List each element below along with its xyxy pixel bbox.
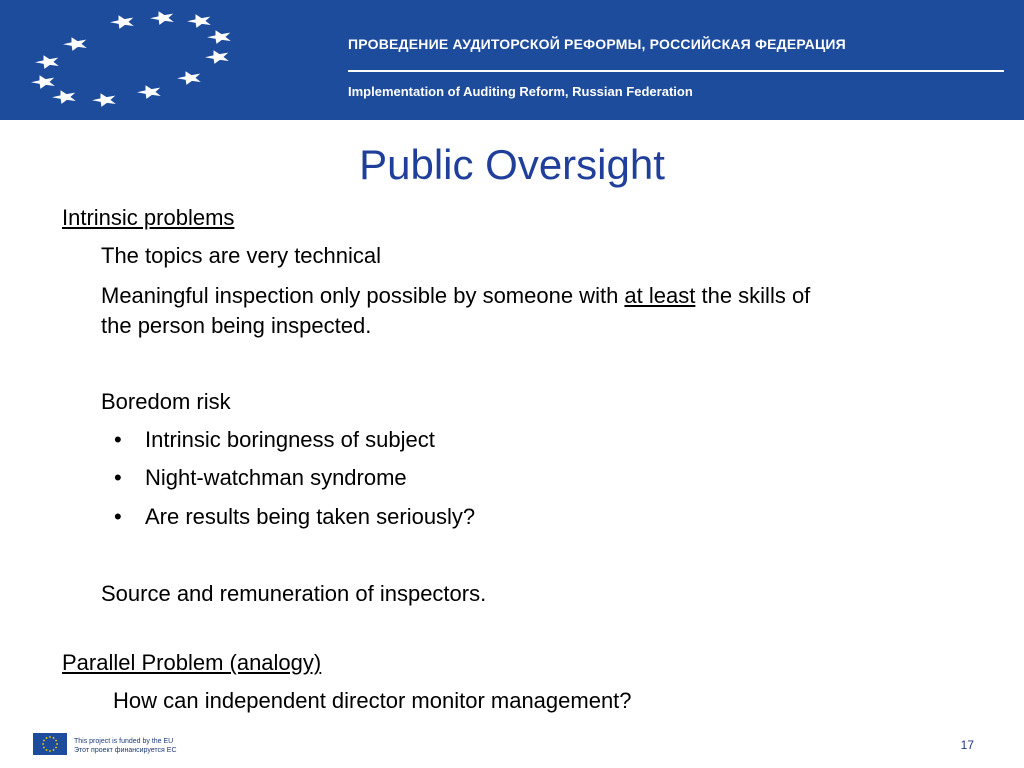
meaningful-text-end: the skills of [695,283,811,308]
banner-star-shape [207,30,231,44]
flag-star-shape [55,747,57,749]
flag-star-shape [43,747,45,749]
bullet-marker: • [114,427,122,452]
banner-star-shape [63,37,87,51]
flag-star-shape [55,740,57,742]
boredom-item: Are results being taken seriously? [145,504,476,529]
eu-flag-icon [33,733,67,755]
banner-star-shape [110,15,134,29]
parallel-question-text: How can independent director monitor management? [113,688,632,713]
bullet-marker: • [114,504,122,529]
flag-star-shape [53,749,55,751]
banner-star-shape [205,50,229,64]
funding-note-en: This project is funded by the EU [74,738,174,745]
banner-star-shape [35,55,59,69]
flag-star-shape [53,737,55,739]
flag-star-shape [49,736,51,738]
header-banner [0,0,1024,120]
boredom-item: Intrinsic boringness of subject [145,427,435,452]
banner-star-shape [187,14,211,28]
banner-star-shape [137,85,161,99]
flag-star-shape [46,737,48,739]
banner-star-shape [52,90,76,104]
flag-star-shape [46,749,48,751]
header-title-en: Implementation of Auditing Reform, Russian Federation [348,84,693,99]
boredom-item: Night-watchman syndrome [145,465,407,490]
slide-title: Public Oversight [359,141,665,188]
intrinsic-problems-heading: Intrinsic problems [62,205,235,230]
funding-note-ru: Этот проект финансируется ЕС [74,747,177,754]
topics-technical-text: The topics are very technical [101,243,382,268]
boredom-risk-heading: Boredom risk [101,389,231,414]
banner-star-shape [177,71,201,85]
flag-star-shape [42,743,44,745]
parallel-problem-heading: Parallel Problem (analogy) [62,650,322,675]
header-divider [348,70,1004,72]
banner-star-shape [31,75,55,89]
source-remuneration-text: Source and remuneration of inspectors. [101,581,487,606]
banner-star-shape [92,93,116,107]
funding-note [74,737,177,755]
flag-star-shape [43,740,45,742]
flag-star-shape [56,743,58,745]
eu-stars-icon [20,4,250,116]
banner-star-shape [150,11,174,25]
flag-star-shape [49,750,51,752]
meaningful-text-start: Meaningful inspection only possible by someone with [101,283,625,308]
at-least-emphasis: at least [624,283,696,308]
meaningful-inspection-text-line2: the person being inspected. [101,313,372,338]
meaningful-inspection-text [101,282,810,310]
page-number: 17 [960,738,974,752]
header-title-ru: ПРОВЕДЕНИЕ АУДИТОРСКОЙ РЕФОРМЫ, РОССИЙСКАЯ ФЕДЕРАЦИЯ [348,36,846,52]
bullet-marker: • [114,465,122,490]
